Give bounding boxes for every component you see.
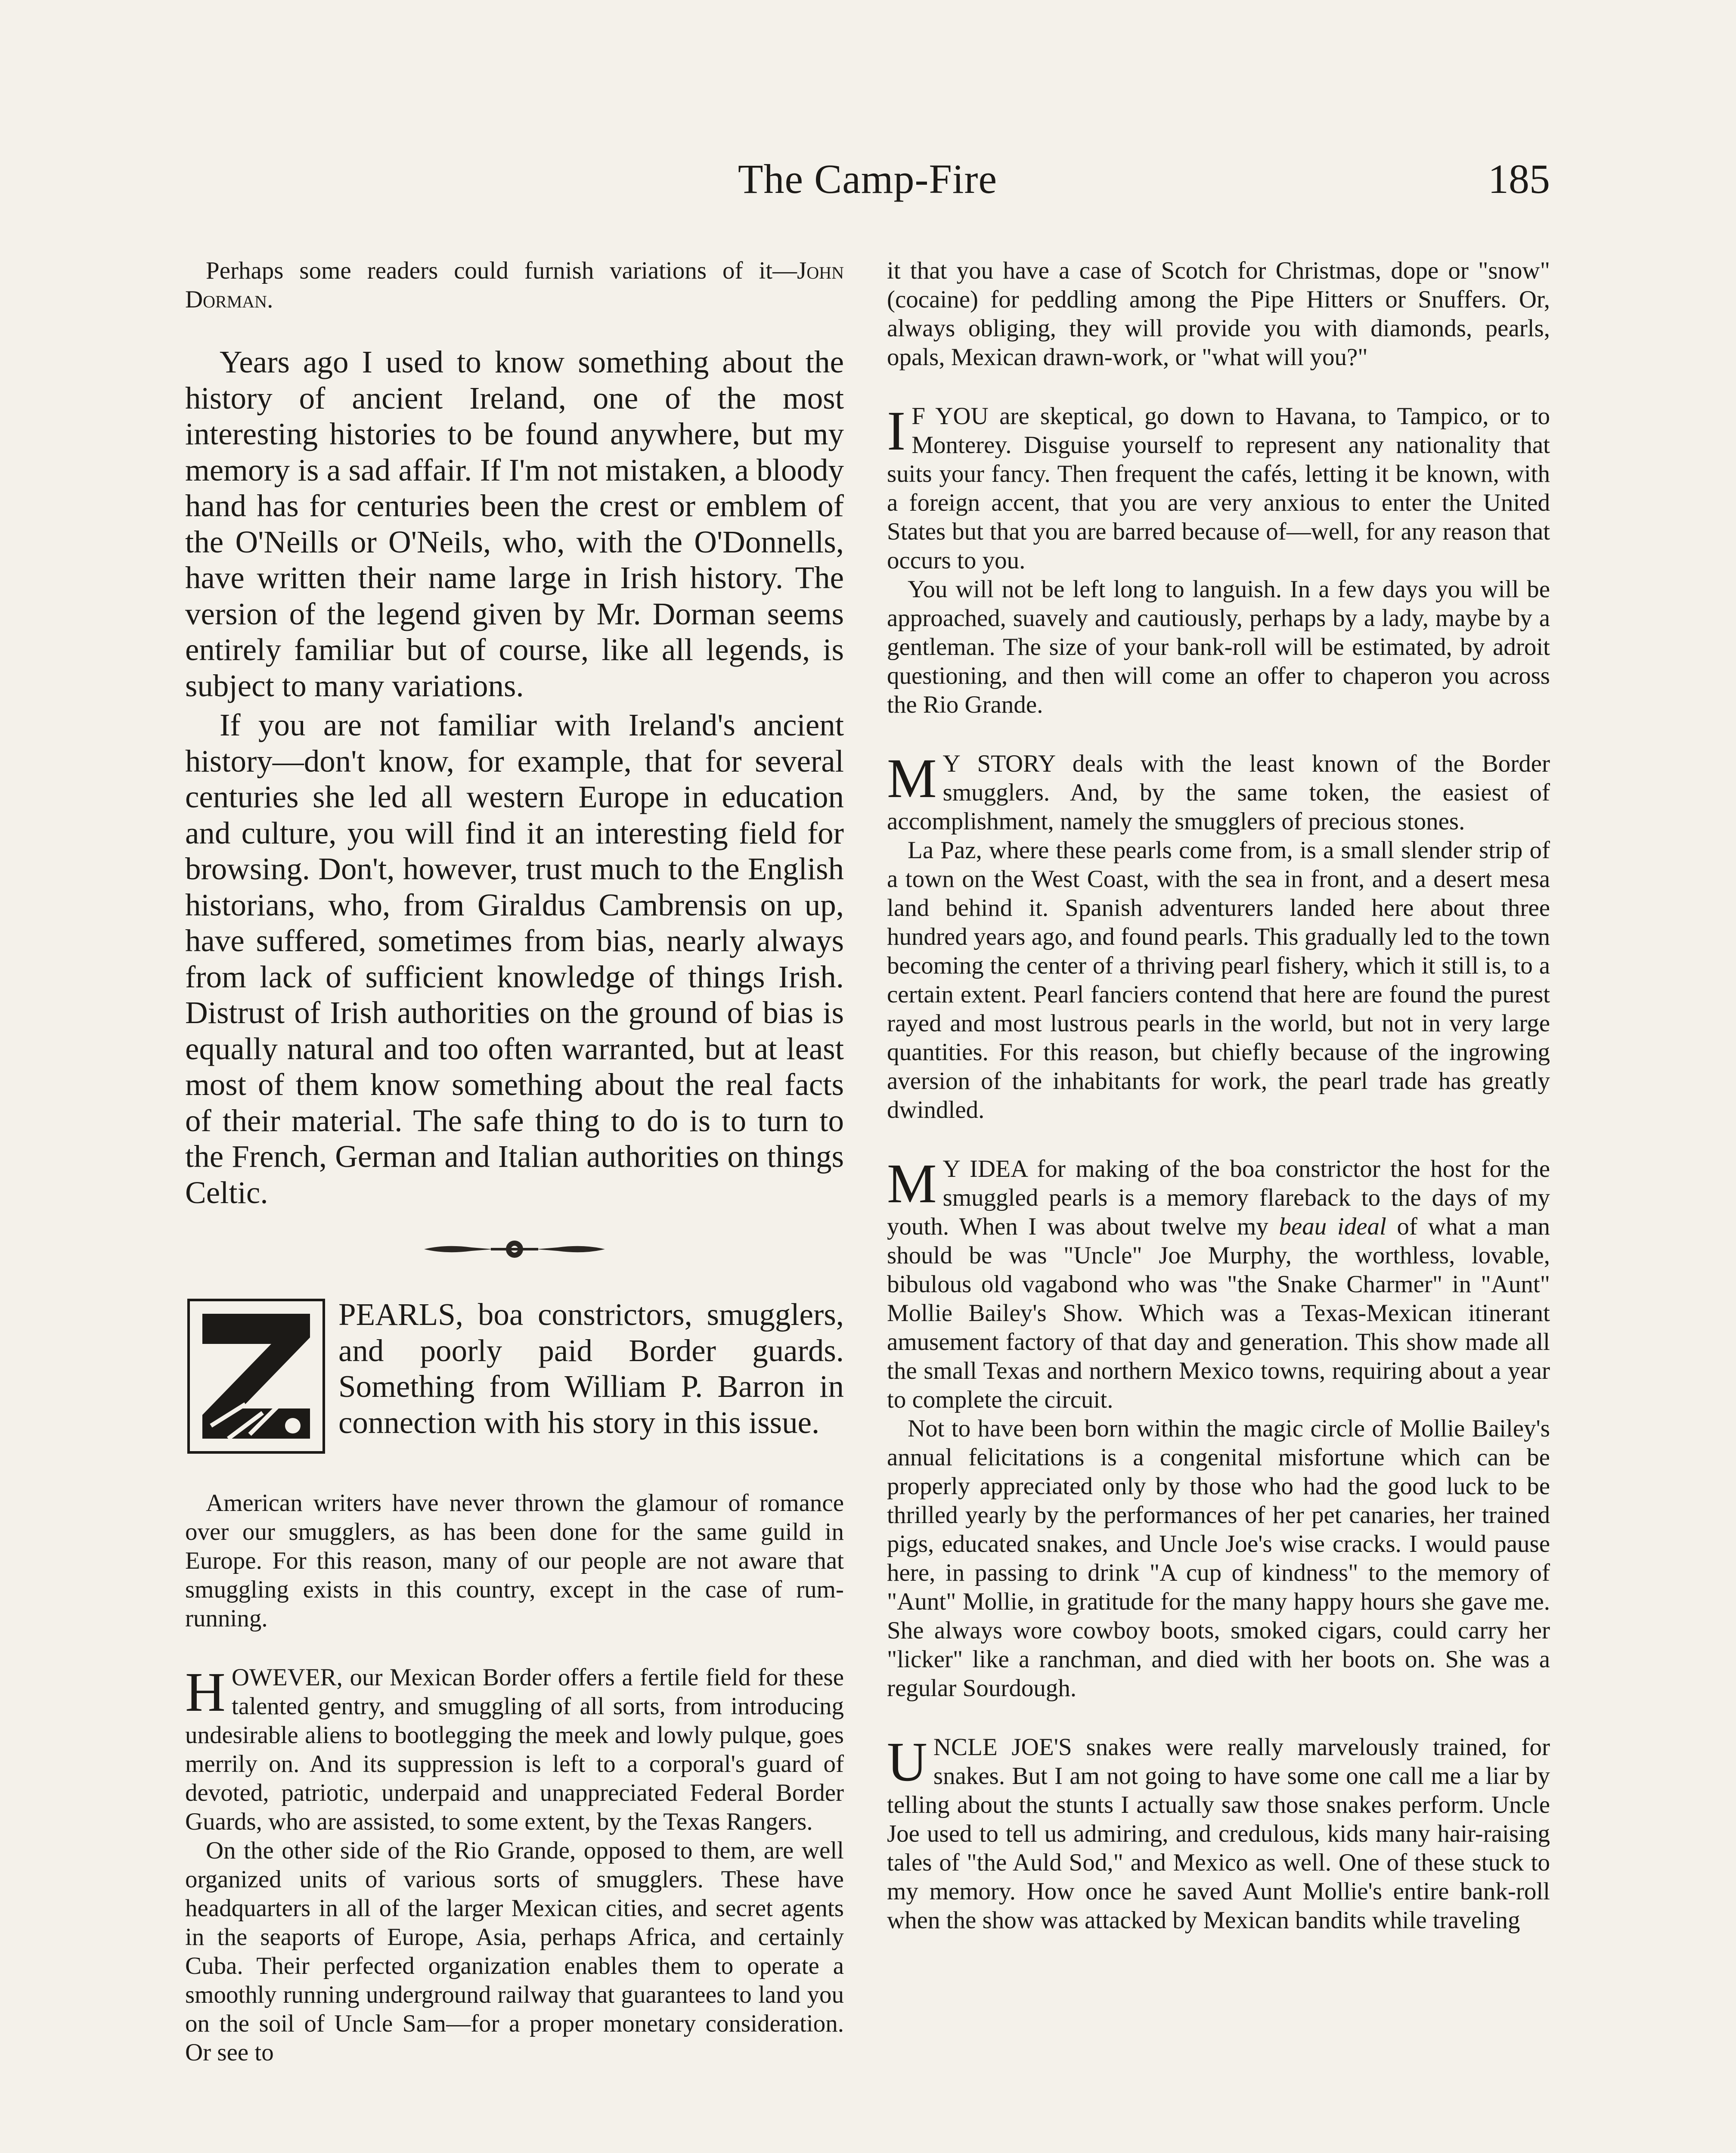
- left-column: [185, 256, 844, 2067]
- drop-cap-m2: M: [887, 1153, 937, 1215]
- drop-cap-lead: F YOU: [911, 403, 989, 430]
- right-paragraph-1: it that you have a case of Scotch for Christmas, dope or "snow" (cocaine) for peddling among the Pipe Hitters or Snuffers. Or, always obliging, they will provide you with diamonds, pearls, opals, Mexican drawn-work, or "what will you?": [887, 257, 1550, 371]
- decorative-initial-z-icon: [185, 1297, 327, 1456]
- drop-cap-h: H: [185, 1661, 226, 1723]
- right-paragraph-my-story: [887, 749, 1550, 836]
- page-header: [185, 155, 1550, 224]
- right-paragraph-my-idea: [887, 1154, 1550, 1414]
- right-paragraph-uncle-joe: [887, 1733, 1550, 1935]
- editor-paragraph-1: Years ago I used to know something about the history of ancient Ireland, one of the most interesting histories to be found anywhere, but my memory is a sad affair. If I'm not mistaken, a bloody hand has for centuries been the crest or emblem of the O'Neills or O'Neils, who, with the O'Donnells, have written their name large in Irish history. The version of the legend given by Mr. Dorman seems entirely familiar but of course, like all legends, is subject to many variations.: [185, 344, 844, 703]
- letter-closing: [185, 256, 844, 314]
- pearls-intro: [185, 1297, 844, 1458]
- drop-cap-u: U: [887, 1731, 927, 1793]
- divider-ornament: [420, 1236, 609, 1262]
- paragraph-text: are skeptical, go down to Havana, to Tampico, or to Monterey. Disguise yourself to represent any nationality that suits your fancy. Then frequent the cafés, letting it be known, with a foreign accent, that you are very anxious to enter the United States but that you are barred because of—well, for any reason that occurs to you.: [887, 403, 1550, 574]
- right-paragraph-la-paz: La Paz, where these pearls come from, is a small slender strip of a town on the West Coast, with the sea in front, and a desert mesa land behind it. Spanish adventurers landed here about three hundred years ago, and found pearls. This gradually led to the town becoming the center of a thriving pearl fishery, which it still is, to a certain extent. Pearl fanciers contend that here are found the purest rayed and most lustrous pearls in the world, but not in very large quantities. For this reason, but chiefly because of the ingrowing aversion of the inhabitants for work, the pearl trade has greatly dwindled.: [887, 837, 1550, 1123]
- editor-paragraph-2: If you are not familiar with Ireland's ancient history—don't know, for example, that for several centuries she led all western Europe in education and culture, you will find it an interesting field for browsing. Don't, however, trust much to the English historians, who, from Giraldus Cambrensis on up, have suffered, sometimes from bias, nearly always from lack of sufficient knowledge of things Irish. Distrust of Irish authorities on the ground of bias is equally natural and too often warranted, but at least most of them know something about the real facts of their material. The safe thing to do is to turn to the French, German and Italian authorities on things Celtic.: [185, 707, 844, 1210]
- drop-cap-lead: Y IDEA: [942, 1155, 1027, 1182]
- right-paragraph-if-you: [887, 402, 1550, 575]
- barron-paragraph-other-side: On the other side of the Rio Grande, opposed to them, are well organized units of various sorts of smugglers. These have headquarters in all of the larger Mexican cities, and secret agents in the seaports of Europe, Asia, perhaps Africa, and certainly Cuba. Their perfected organization enables them to operate a smoothly running underground railway that guarantees to land you on the soil of Uncle Sam—for a proper monetary consideration. Or see to: [185, 1837, 844, 2066]
- barron-paragraph-1: American writers have never thrown the glamour of romance over our smugglers, as has been done for the same guild in Europe. For this reason, many of our people are not aware that smuggling exists in this country, except in the case of rum-running.: [185, 1489, 844, 1632]
- drop-cap-lead: NCLE JOE'S: [933, 1734, 1072, 1761]
- right-paragraph-mollie-bailey: Not to have been born within the magic circle of Mollie Bailey's annual felicitations is a congenital misfortune which can be properly appreciated only by those who had the good luck to be thrilled yearly by the performances of her pet canaries, her trained pigs, educated snakes, and Uncle Joe's wise cracks. I would pause here, in passing to drink "A cup of kindness" to the memory of "Aunt" Mollie, in gratitude for the many happy hours she gave me. She always wore cowboy boots, smoked cigars, could carry her "licker" like a ranchman, and died with her boots on. She was a regular Sourdough.: [887, 1415, 1550, 1702]
- pearls-intro-text: PEARLS, boa constrictors, smugglers, and poorly paid Border guards. Something from William P. Barron in connection with his story in this issue.: [338, 1297, 844, 1440]
- right-column: [887, 256, 1550, 1935]
- paragraph-text: snakes were really marvelously trained, for snakes. But I am not going to have some one call me a liar by telling about the stunts I actually saw those snakes perform. Uncle Joe used to tell us admiring, and credulous, kids many hair-raising tales of "the Auld Sod," and Mexico as well. One of these stuck to my memory. How once he saved Aunt Mollie's entire bank-roll when the show was attacked by Mexican bandits while traveling: [887, 1734, 1550, 1934]
- italic-phrase: beau ideal: [1279, 1213, 1386, 1240]
- letter-closing-text: Perhaps some readers could furnish variations of it—: [206, 257, 797, 284]
- paragraph-text: deals with the least known of the Border smugglers. And, by the same token, the easiest of accomplishment, namely the smugglers of precious stones.: [887, 750, 1550, 835]
- drop-cap-i: I: [887, 400, 906, 462]
- drop-cap-lead: OWEVER,: [231, 1664, 343, 1691]
- paragraph-text-a: for making of the boa constrictor the host for the smuggled pearls is a memory flareback to the days of my youth. When I was about twelve my: [887, 1155, 1550, 1240]
- right-paragraph-languish: You will not be left long to languish. In a few days you will be approached, suavely and cautiously, perhaps by a lady, maybe by a gentleman. The size of your bank-roll will be estimated, by adroit questioning, and then will come an offer to chaperon you across the Rio Grande.: [887, 576, 1550, 718]
- barron-paragraph-however: [185, 1663, 844, 1836]
- paragraph-text-b: of what a man should be was "Uncle" Joe Murphy, the worthless, lovable, bibulous old vagabond who was "the Snake Charmer" in "Aunt" Mollie Bailey's Show. Which was a Texas-Mexican itinerant amusement factory of that day and generation. This show made all the small Texas and northern Mexico towns, requiring about a year to complete the circuit.: [887, 1213, 1550, 1413]
- page-number: 185: [1488, 156, 1550, 202]
- running-head: The Camp-Fire: [738, 156, 998, 202]
- drop-cap-m: M: [887, 748, 937, 810]
- letter-signature: John Dorman.: [185, 257, 844, 313]
- paragraph-text: our Mexican Border offers a fertile field for these talented gentry, and smuggling of all sorts, from introducing undesirable aliens to bootlegging the meek and lowly pulque, goes merrily on. And its suppression is left to a corporal's guard of devoted, patriotic, underpaid and unappreciated Federal Border Guards, who are assisted, to some extent, by the Texas Rangers.: [185, 1664, 844, 1835]
- drop-cap-lead: Y STORY: [942, 750, 1055, 777]
